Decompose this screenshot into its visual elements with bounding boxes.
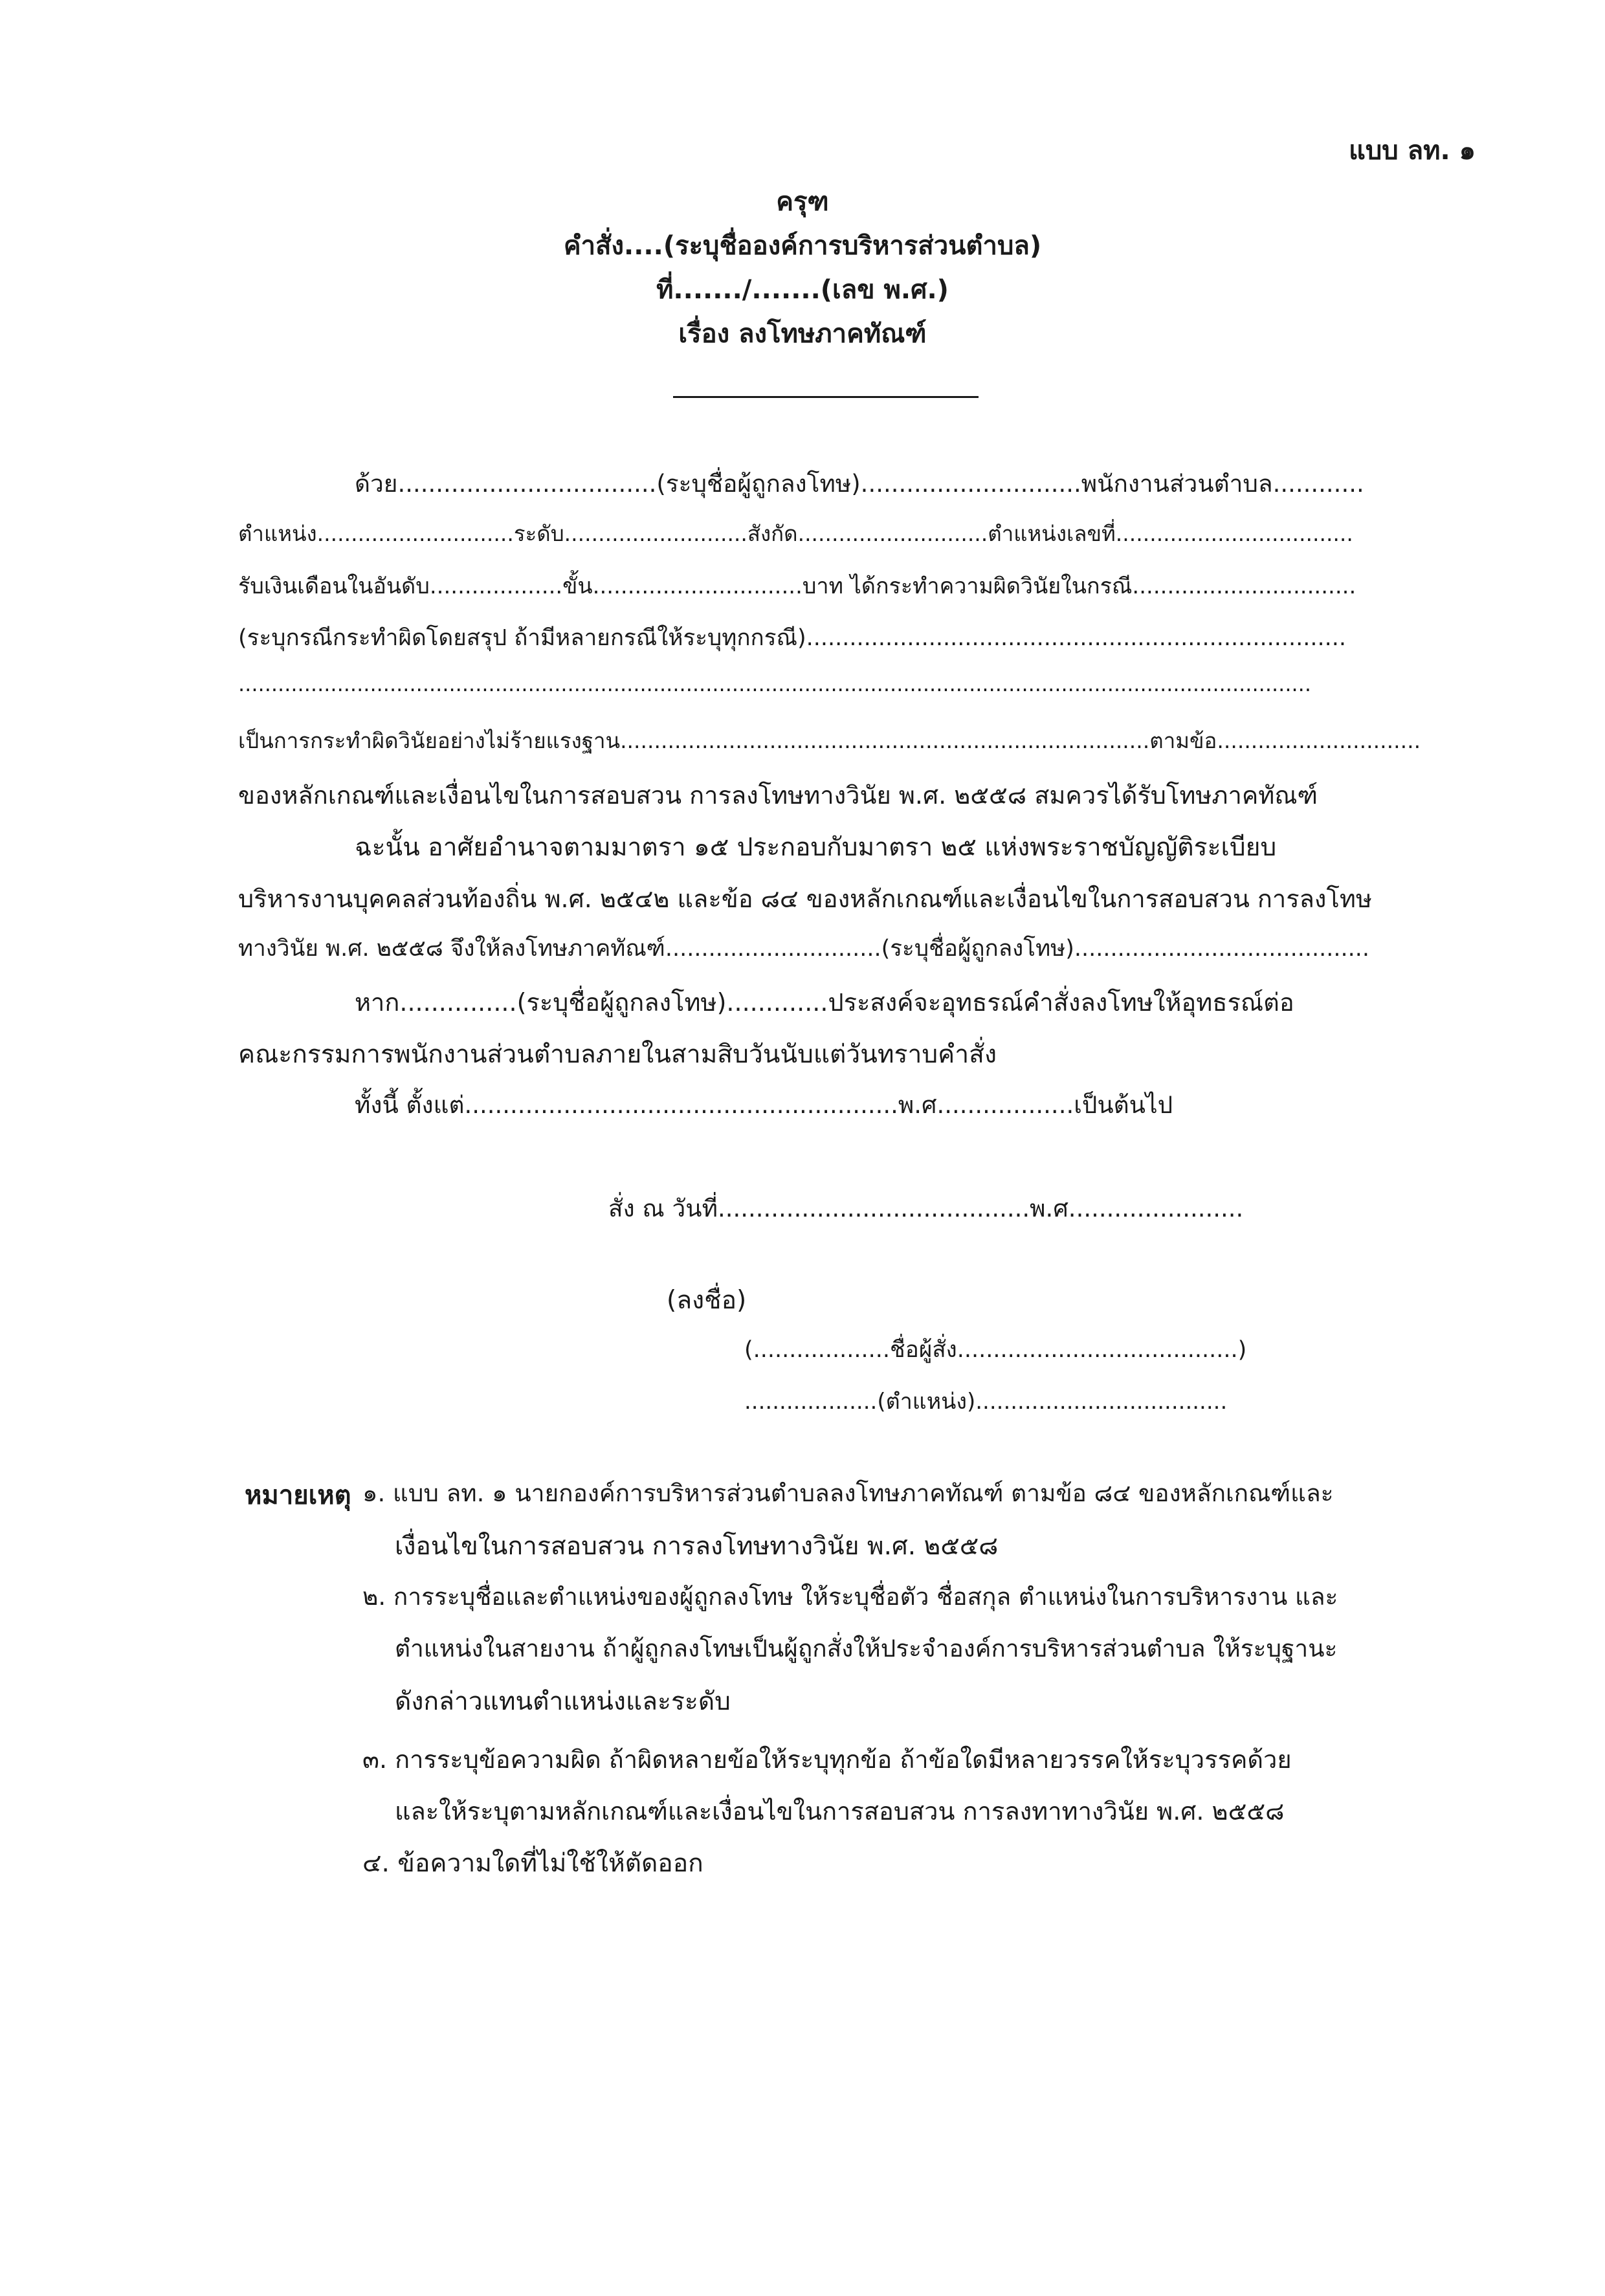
body-line-3: รับเงินเดือนในอันดับ...................ขั้น..............................บาท ได้กระทำความผิดวินัยในกรณี................................ [238, 573, 1356, 599]
form-code: แบบ ลท. ๑ [1349, 136, 1476, 166]
signer-position-line: ...................(ตำแหน่ง).................................... [744, 1389, 1228, 1415]
ordered-on-line: สั่ง ณ วันที่.........................................พ.ศ....................... [608, 1195, 1244, 1222]
note-2-line-c: ดังกล่าวแทนตำแหน่งและระดับ [395, 1687, 731, 1716]
body-line-9: บริหารงานบุคคลส่วนท้องถิ่น พ.ศ. ๒๕๔๒ และข้อ ๘๔ ของหลักเกณฑ์และเงื่อนไขในการสอบสวน การลงโทษ [238, 885, 1372, 913]
emblem-text: ครุฑ [776, 187, 829, 217]
body-line-7: ของหลักเกณฑ์และเงื่อนไขในการสอบสวน การลงโทษทางวินัย พ.ศ. ๒๕๕๘ สมควรได้รับโทษภาคทัณฑ์ [238, 781, 1318, 810]
order-title: คำสั่ง....(ระบุชื่อองค์การบริหารส่วนตำบล) [563, 231, 1042, 261]
body-line-12: คณะกรรมการพนักงานส่วนตำบลภายในสามสิบวันนับแต่วันทราบคำสั่ง [238, 1040, 997, 1069]
order-subject: เรื่อง ลงโทษภาคทัณฑ์ [678, 319, 927, 349]
note-2-line-a: ๒. การระบุชื่อและตำแหน่งของผู้ถูกลงโทษ ให้ระบุชื่อตัว ชื่อสกุล ตำแหน่งในการบริหารงาน และ [362, 1583, 1338, 1611]
body-line-13: ทั้งนี้ ตั้งแต่.........................................................พ.ศ..................เป็นต้นไป [355, 1091, 1173, 1119]
signed-label: (ลงชื่อ) [667, 1286, 747, 1315]
body-line-11: หาก...............(ระบุชื่อผู้ถูกลงโทษ).............ประสงค์จะอุทธรณ์คำสั่งลงโทษให้อุทธรณ์ต่อ [355, 988, 1294, 1017]
body-line-4: (ระบุกรณีกระทำผิดโดยสรุป ถ้ามีหลายกรณีให้ระบุทุกกรณี)........................................................................... [238, 625, 1347, 651]
body-line-8: ฉะนั้น อาศัยอำนาจตามมาตรา ๑๕ ประกอบกับมาตรา ๒๕ แห่งพระราชบัญญัติระเบียบ [355, 833, 1277, 862]
order-number: ที่......./.......(เลข พ.ศ.) [656, 275, 949, 305]
body-line-5: ................................................................................................................................................................... [238, 672, 1312, 696]
notes-label: หมายเหตุ [245, 1481, 351, 1510]
note-3-line-a: ๓. การระบุข้อความผิด ถ้าผิดหลายข้อให้ระบุทุกข้อ ถ้าข้อใดมีหลายวรรคให้ระบุวรรคด้วย [362, 1745, 1292, 1774]
header-divider [673, 396, 979, 398]
body-line-1: ด้วย..................................(ระบุชื่อผู้ถูกลงโทษ).............................พนักงานส่วนตำบล............ [355, 470, 1364, 498]
body-line-6: เป็นการกระทำผิดวินัยอย่างไม่ร้ายแรงฐาน..............................................................................ตามข้อ.............................. [238, 728, 1421, 753]
note-1-line-b: เงื่อนไขในการสอบสวน การลงโทษทางวินัย พ.ศ. ๒๕๕๘ [395, 1532, 999, 1561]
note-4: ๔. ข้อความใดที่ไม่ใช้ให้ตัดออก [362, 1849, 703, 1878]
document-header [0, 180, 1605, 356]
note-2-line-b: ตำแหน่งในสายงาน ถ้าผู้ถูกลงโทษเป็นผู้ถูกสั่งให้ประจำองค์การบริหารส่วนตำบล ให้ระบุฐานะ [395, 1635, 1338, 1662]
body-line-2: ตำแหน่ง.............................ระดับ...........................สังกัด............................ตำแหน่งเลขที่................................... [238, 521, 1353, 546]
note-3-line-b: และให้ระบุตามหลักเกณฑ์และเงื่อนไขในการสอบสวน การลงทาทางวินัย พ.ศ. ๒๕๕๘ [395, 1797, 1285, 1826]
signer-name-line: (...................ชื่อผู้สั่ง.......................................) [744, 1337, 1247, 1363]
note-1-line-a: ๑. แบบ ลท. ๑ นายกองค์การบริหารส่วนตำบลลงโทษภาคทัณฑ์ ตามข้อ ๘๔ ของหลักเกณฑ์และ [362, 1479, 1334, 1507]
body-line-10: ทางวินัย พ.ศ. ๒๕๕๘ จึงให้ลงโทษภาคทัณฑ์..............................(ระบุชื่อผู้ถูกลงโทษ)......................................... [238, 936, 1370, 962]
